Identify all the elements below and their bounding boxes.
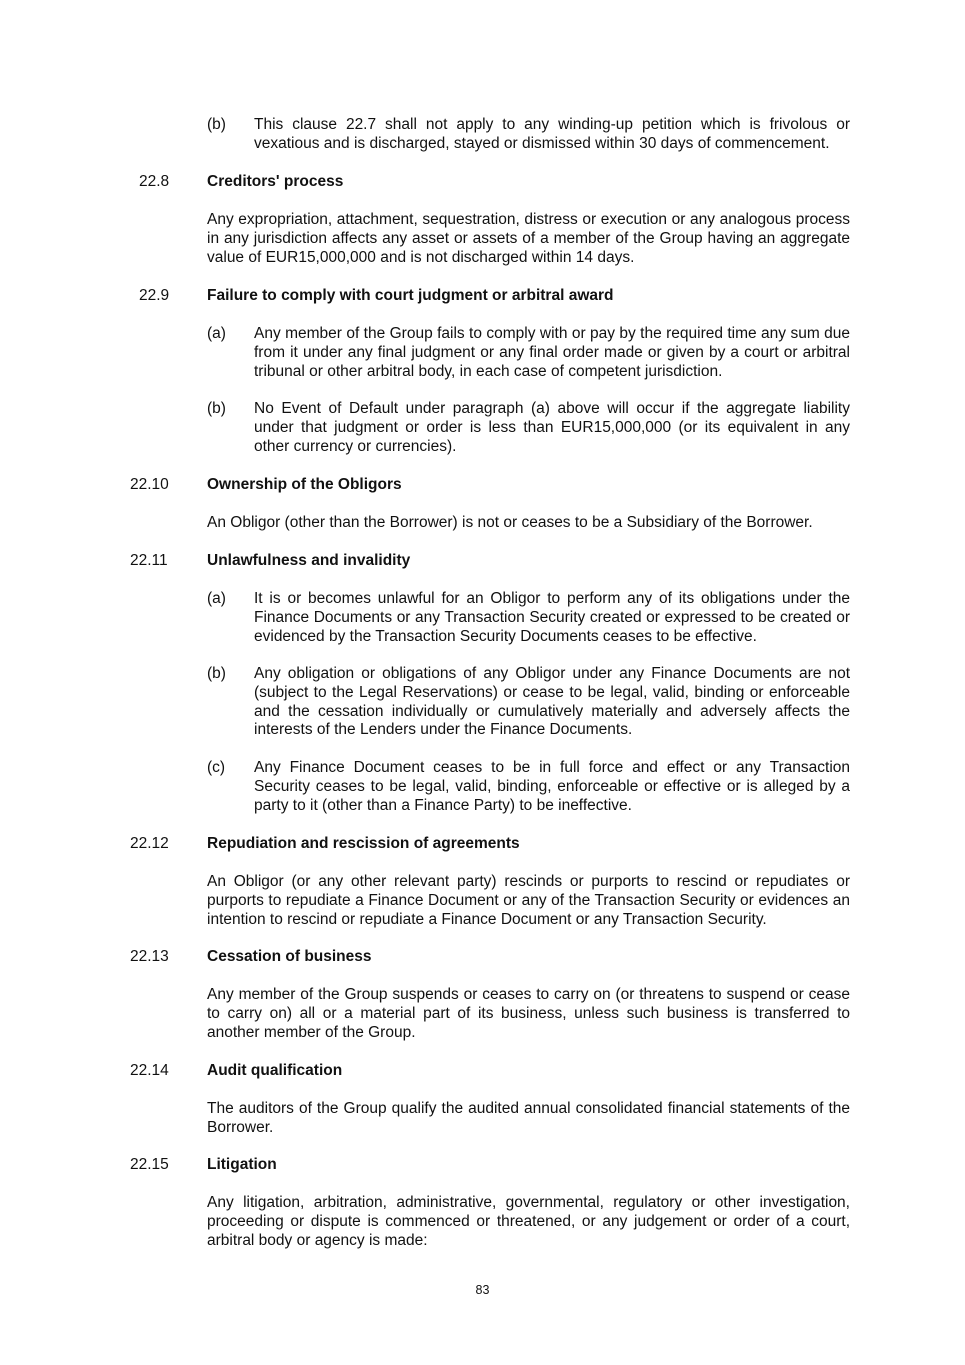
page-number: 83 xyxy=(475,1283,490,1297)
item-label: (b) xyxy=(207,400,226,417)
section-22-13-body: Any member of the Group suspends or ceases to carry on (or threatens to suspend or cease to carry on) all or a material part of its business, unless such business is transferred to another member of the Group. xyxy=(207,986,850,1041)
section-22-8-body: Any expropriation, attachment, sequestration, distress or execution or any analogous process in any jurisdiction affects any asset or assets of a member of the Group having an aggregate value of EUR15,000,000 and is not discharged within 14 days. xyxy=(207,211,850,266)
section-number: 22.14 xyxy=(130,1062,169,1079)
section-22-11-item-b xyxy=(207,665,850,740)
section-number: 22.13 xyxy=(130,948,169,965)
section-title: Unlawfulness and invalidity xyxy=(207,552,411,569)
section-title: Litigation xyxy=(207,1156,277,1173)
section-number: 22.9 xyxy=(139,287,170,304)
section-22-9-item-a xyxy=(207,325,850,381)
item-label: (b) xyxy=(207,116,226,133)
section-title: Creditors' process xyxy=(207,173,344,190)
item-text: It is or becomes unlawful for an Obligor to perform any of its obligations under the Finance Documents or any Transaction Security created or expressed to be created or evidenced by the Transaction Security Documents ceases to be effective. xyxy=(254,590,850,645)
section-22-10-body: An Obligor (other than the Borrower) is not or ceases to be a Subsidiary of the Borrower. xyxy=(207,514,813,531)
item-text: No Event of Default under paragraph (a) above will occur if the aggregate liability under that judgment or order is less than EUR15,000,000 (or its equivalent in any other currency or currencies). xyxy=(254,400,850,455)
section-title: Failure to comply with court judgment or arbitral award xyxy=(207,287,614,304)
section-22-15-body: Any litigation, arbitration, administrative, governmental, regulatory or other investigation, proceeding or dispute is commenced or threatened, or any judgement or order of a court, arbitral body or agency is made: xyxy=(207,1194,850,1249)
section-number: 22.12 xyxy=(130,835,169,852)
section-number: 22.15 xyxy=(130,1156,169,1173)
section-title: Cessation of business xyxy=(207,948,372,965)
section-22-11-item-c xyxy=(207,759,850,815)
item-label: (a) xyxy=(207,590,226,607)
section-title: Ownership of the Obligors xyxy=(207,476,402,493)
item-label: (b) xyxy=(207,665,226,682)
section-22-9-item-b xyxy=(207,400,850,456)
item-text: Any Finance Document ceases to be in full force and effect or any Transaction Security ceases to be legal, valid, binding, enforceable or effective or is alleged by a party to it (other than a Finance Party) to be ineffective. xyxy=(254,759,850,814)
item-text: This clause 22.7 shall not apply to any winding-up petition which is frivolous or vexatious and is discharged, stayed or dismissed within 30 days of commencement. xyxy=(254,116,850,152)
section-22-14-body: The auditors of the Group qualify the audited annual consolidated financial statements of the Borrower. xyxy=(207,1100,850,1136)
section-number: 22.8 xyxy=(139,173,170,190)
clause-22-7-item-b xyxy=(207,116,850,154)
item-text: Any obligation or obligations of any Obligor under any Finance Documents are not (subject to the Legal Reservations) or cease to be legal, valid, binding or enforceable and the cessation individually or cumulatively materially and adversely affects the interests of the Lenders under the Finance Documents. xyxy=(254,665,850,739)
item-label: (c) xyxy=(207,759,226,776)
section-title: Audit qualification xyxy=(207,1062,343,1079)
section-number: 22.11 xyxy=(130,552,168,569)
section-number: 22.10 xyxy=(130,476,169,493)
item-text: Any member of the Group fails to comply with or pay by the required time any sum due from it under any final judgment or any final order made or given by a court or arbitral tribunal or other arbitral body, in each case of competent jurisdiction. xyxy=(254,325,850,380)
item-label: (a) xyxy=(207,325,226,342)
section-22-12-body: An Obligor (or any other relevant party) rescinds or purports to rescind or repudiates or purports to repudiate a Finance Document or any of the Transaction Security or evidences an intention to rescind or repudiate a Finance Document or any Transaction Security. xyxy=(207,873,850,928)
section-22-11-item-a xyxy=(207,590,850,646)
section-title: Repudiation and rescission of agreements xyxy=(207,835,520,852)
